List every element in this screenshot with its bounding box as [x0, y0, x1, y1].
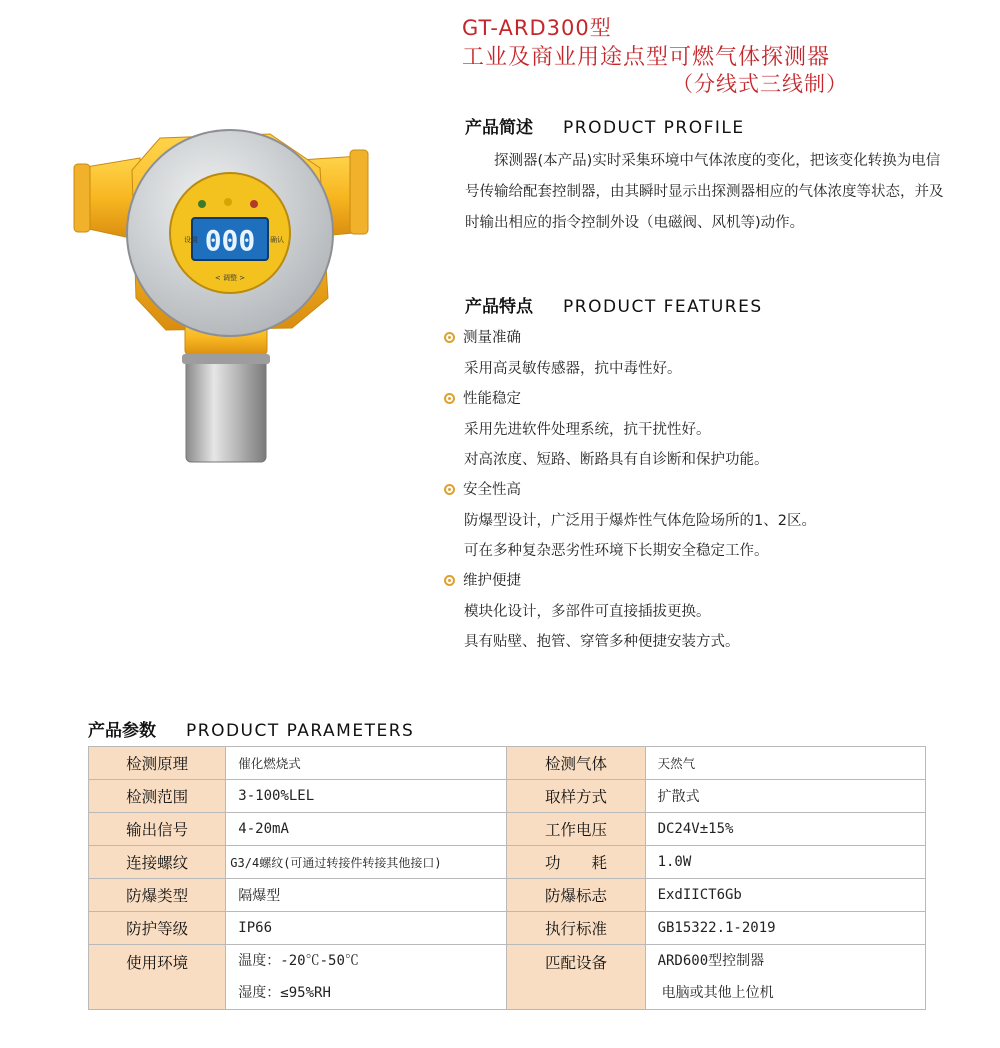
- param-value: G3/4螺纹(可通过转接件转接其他接口): [226, 846, 507, 879]
- feature-title: 性能稳定: [444, 387, 521, 408]
- feature-line: 可在多种复杂恶劣性环境下长期安全稳定工作。: [464, 543, 769, 559]
- svg-text:< 调整 >: < 调整 >: [214, 274, 246, 282]
- svg-text:确认: 确认: [270, 236, 284, 244]
- table-row: [89, 912, 926, 945]
- param-key: 执行标准: [507, 912, 645, 945]
- product-subtitle: （分线式三线制）: [672, 72, 848, 96]
- param-value: IP66: [226, 912, 507, 945]
- param-value-line: 电脑或其他上位机: [661, 985, 774, 1001]
- param-value: [226, 945, 507, 1010]
- profile-heading-en: PRODUCT PROFILE: [563, 118, 745, 138]
- profile-heading-cn: 产品简述: [465, 118, 533, 138]
- param-key: 防爆标志: [507, 879, 645, 912]
- table-row: [89, 780, 926, 813]
- param-key: 防护等级: [89, 912, 226, 945]
- param-key: 检测原理: [89, 747, 226, 780]
- param-value-line: 湿度：≤95%RH: [238, 985, 331, 1001]
- param-key: 防爆类型: [89, 879, 226, 912]
- features-heading-cn: 产品特点: [465, 297, 533, 317]
- lcd-display: 000: [204, 224, 256, 257]
- bullet-icon: [444, 393, 455, 404]
- feature-line: 采用先进软件处理系统，抗干扰性好。: [464, 422, 711, 438]
- param-value: 1.0W: [645, 846, 925, 879]
- product-model: GT-ARD300型: [462, 16, 612, 40]
- feature-title: 维护便捷: [444, 569, 521, 590]
- feature-line: 具有贴壁、抱管、穿管多种便捷安装方式。: [464, 634, 740, 650]
- feature-line: 采用高灵敏传感器，抗中毒性好。: [464, 361, 682, 377]
- feature-title: 测量准确: [444, 326, 521, 347]
- feature-title: 安全性高: [444, 478, 521, 499]
- bullet-icon: [444, 332, 455, 343]
- param-key: 检测气体: [507, 747, 645, 780]
- svg-text:设置: 设置: [184, 236, 198, 244]
- table-row: [89, 945, 926, 1010]
- feature-line: 对高浓度、短路、断路具有自诊断和保护功能。: [464, 452, 769, 468]
- param-key: 功 耗: [507, 846, 645, 879]
- params-heading-en: PRODUCT PARAMETERS: [186, 721, 415, 741]
- profile-text: 探测器(本产品)实时采集环境中气体浓度的变化，把该变化转换为电信号传输给配套控制器，由其瞬时显示出探测器相应的气体浓度等状态，并及时输出相应的指令控制外设（电磁阀、风机等)动作。: [465, 153, 944, 231]
- features-heading-en: PRODUCT FEATURES: [563, 297, 763, 317]
- table-row: [89, 813, 926, 846]
- feature-line: 防爆型设计，广泛用于爆炸性气体危险场所的1、2区。: [464, 513, 816, 529]
- params-table: [88, 746, 926, 1010]
- param-value: DC24V±15%: [645, 813, 925, 846]
- product-title: 工业及商业用途点型可燃气体探测器: [462, 45, 831, 70]
- param-key: 取样方式: [507, 780, 645, 813]
- param-key: 工作电压: [507, 813, 645, 846]
- table-row: [89, 879, 926, 912]
- param-value: [645, 945, 925, 1010]
- param-key: 匹配设备: [507, 945, 645, 1010]
- param-key: 检测范围: [89, 780, 226, 813]
- param-value: GB15322.1-2019: [645, 912, 925, 945]
- profile-heading: [465, 113, 745, 138]
- param-value: ExdIICT6Gb: [645, 879, 925, 912]
- param-value: 催化燃烧式: [226, 747, 507, 780]
- table-row: [89, 747, 926, 780]
- params-heading: [88, 716, 414, 741]
- param-value: 4-20mA: [226, 813, 507, 846]
- param-value: 天然气: [645, 747, 925, 780]
- param-value: 扩散式: [645, 780, 925, 813]
- bullet-icon: [444, 484, 455, 495]
- feature-line: 模块化设计，多部件可直接插拔更换。: [464, 604, 711, 620]
- detector-image: [70, 128, 380, 468]
- param-value: 3-100%LEL: [226, 780, 507, 813]
- param-value: 隔爆型: [226, 879, 507, 912]
- param-key: 输出信号: [89, 813, 226, 846]
- param-value-line: 温度：-20℃-50℃: [238, 953, 359, 969]
- bullet-icon: [444, 575, 455, 586]
- param-value-line: ARD600型控制器: [657, 953, 765, 969]
- param-key: 使用环境: [89, 945, 226, 1010]
- param-key: 连接螺纹: [89, 846, 226, 879]
- table-row: [89, 846, 926, 879]
- params-heading-cn: 产品参数: [88, 721, 156, 741]
- features-heading: [465, 292, 763, 317]
